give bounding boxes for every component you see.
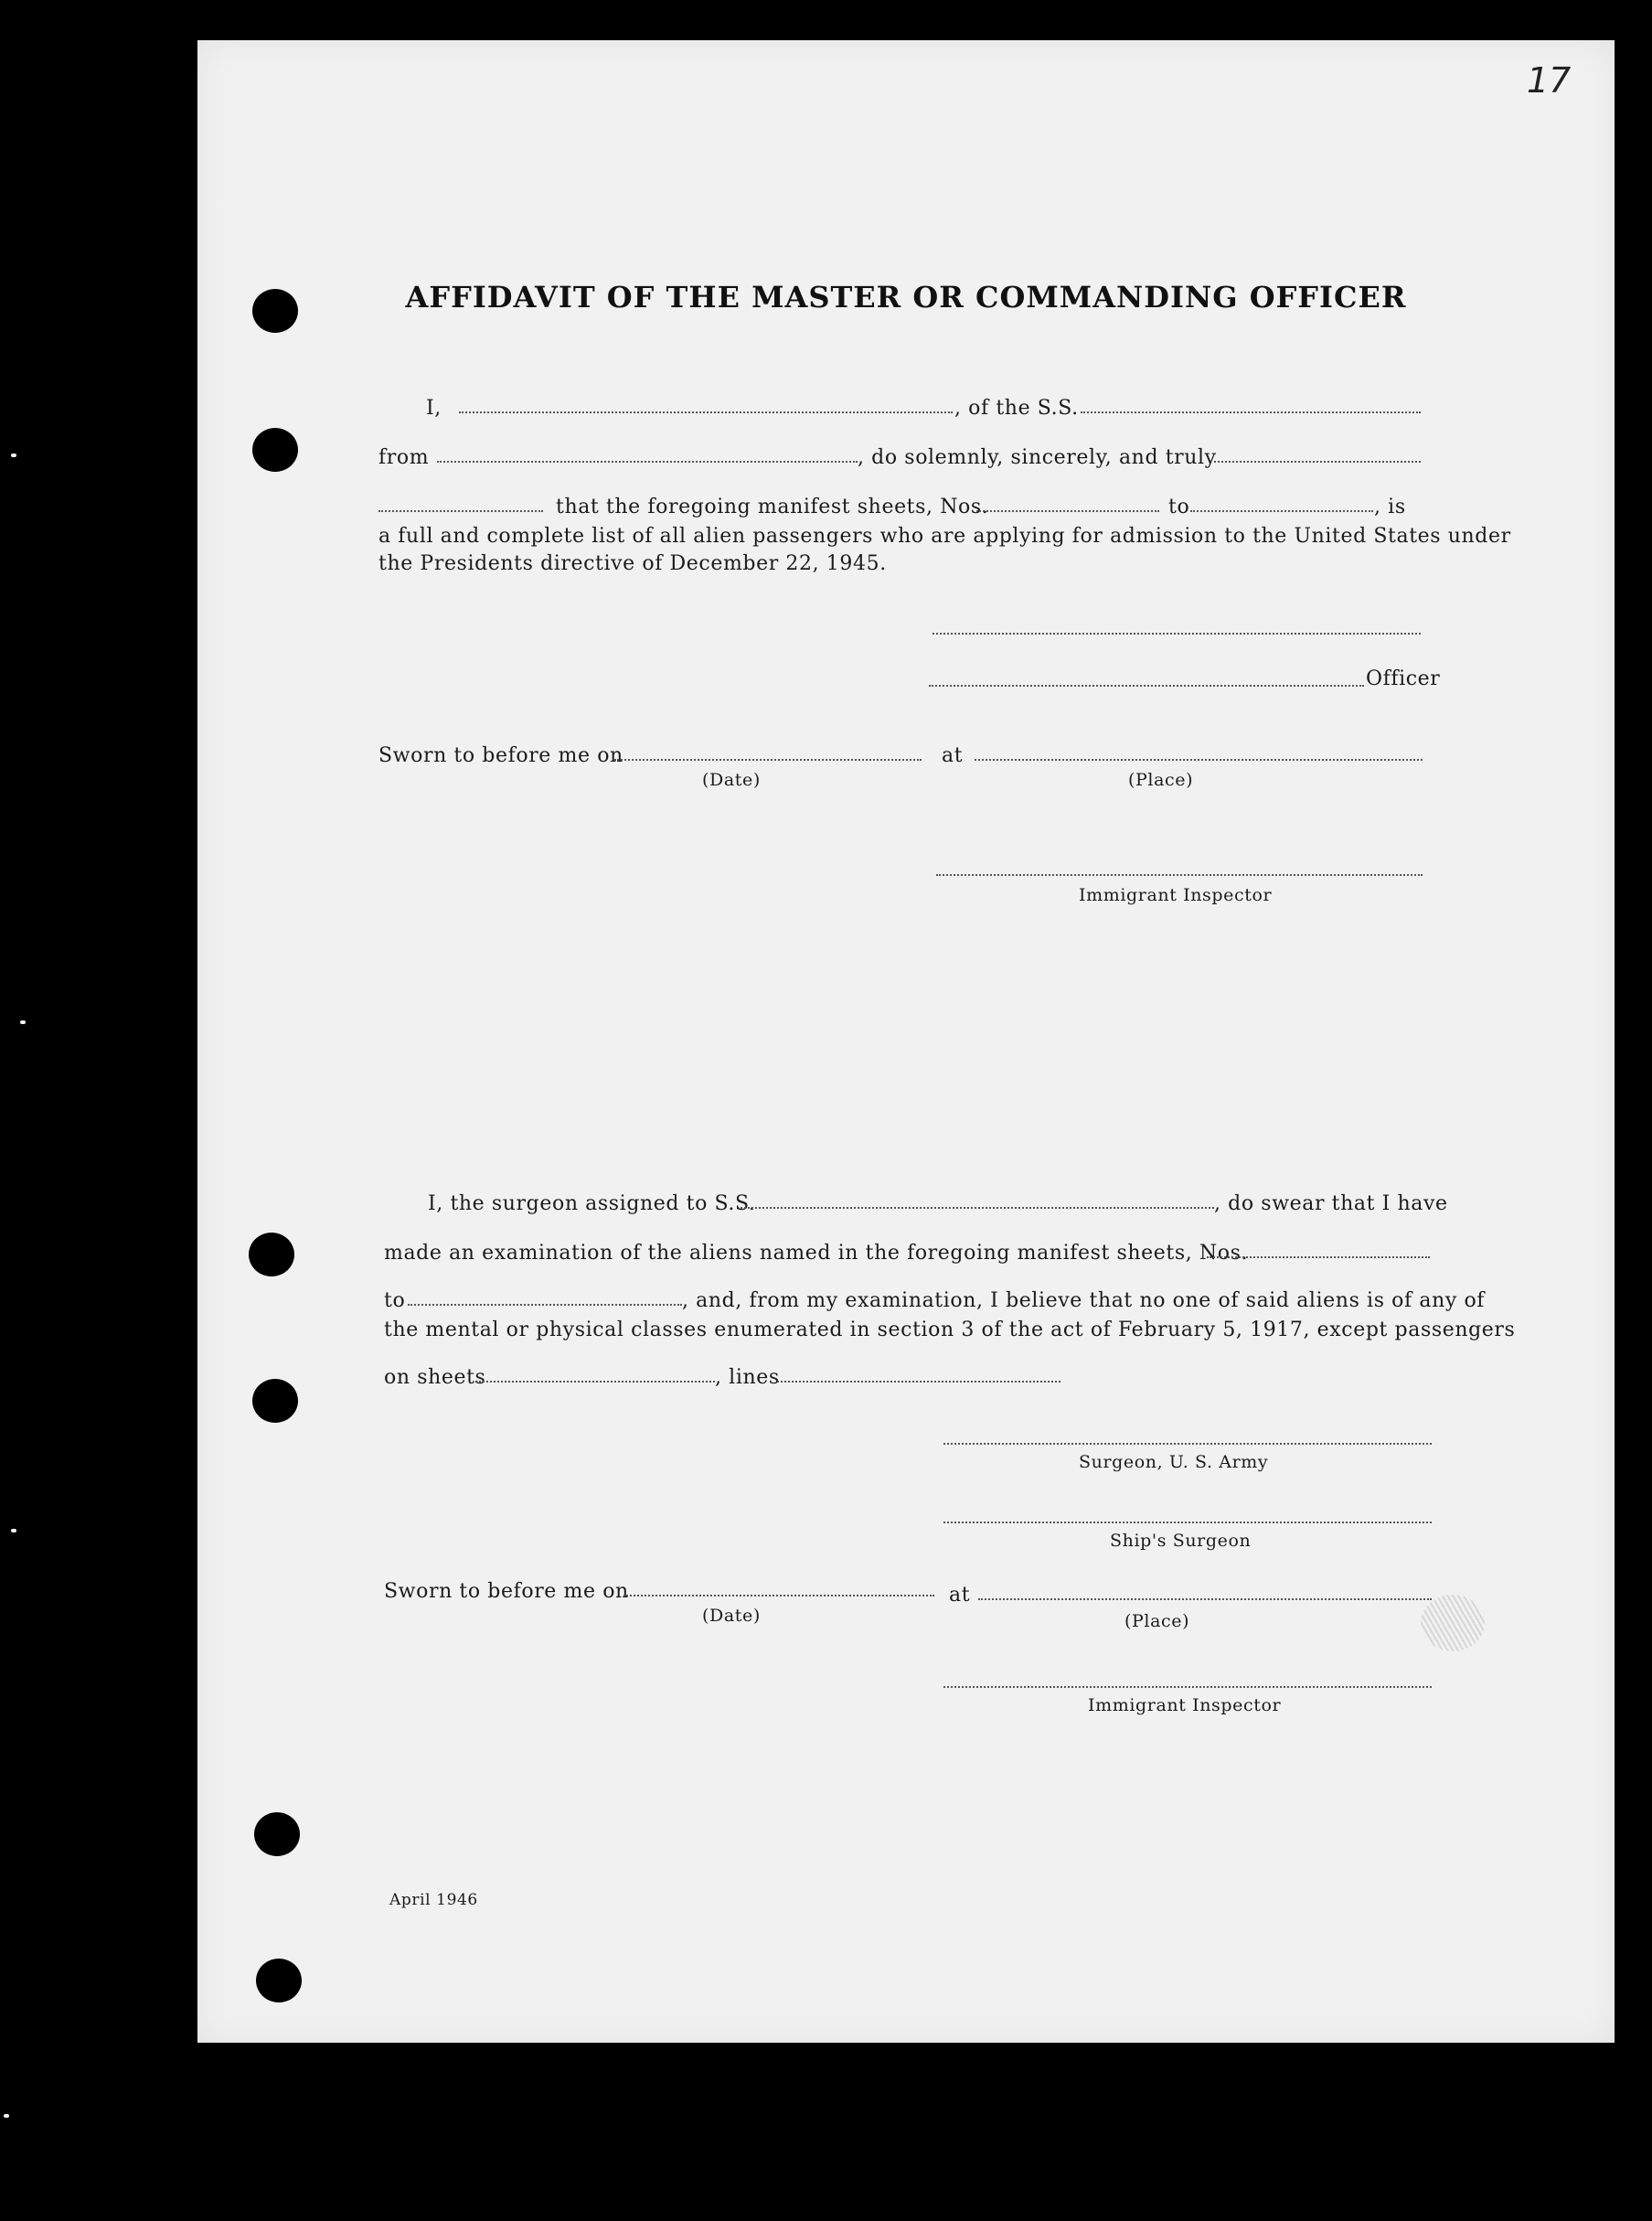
text-do-solemnly: , do solemnly, sincerely, and truly bbox=[858, 446, 1217, 469]
text-surgeon-at: at bbox=[949, 1584, 971, 1607]
text-is: , is bbox=[1374, 496, 1406, 518]
margin-speck bbox=[4, 2114, 9, 2118]
blank-nos-from[interactable] bbox=[976, 510, 1159, 512]
label-ships-surgeon: Ship's Surgeon bbox=[1110, 1531, 1252, 1551]
blank-except-sheets[interactable] bbox=[475, 1381, 715, 1383]
text-from: from bbox=[378, 446, 430, 469]
text-surgeon-assigned: I, the surgeon assigned to S.S. bbox=[428, 1192, 756, 1215]
margin-speck bbox=[11, 1529, 16, 1532]
blank-surgeon-sworn-date[interactable] bbox=[623, 1595, 934, 1596]
label-surgeon-place: (Place) bbox=[1124, 1611, 1190, 1631]
text-to: to bbox=[1168, 496, 1190, 518]
faded-stamp-mark bbox=[1421, 1595, 1485, 1651]
margin-speck bbox=[20, 1020, 26, 1024]
blank-surgeon-sworn-place[interactable] bbox=[978, 1598, 1432, 1600]
margin-speck bbox=[11, 454, 16, 457]
binder-hole bbox=[249, 1233, 294, 1276]
binder-hole bbox=[254, 1812, 300, 1856]
blank-exam-to[interactable] bbox=[408, 1304, 682, 1306]
label-immigrant-inspector: Immigrant Inspector bbox=[1079, 885, 1273, 905]
text-do-swear: , do swear that I have bbox=[1214, 1192, 1448, 1215]
blank-signature[interactable] bbox=[933, 633, 1421, 635]
text-from-my-examination: , and, from my examination, I believe that no one of said aliens is of any of bbox=[682, 1289, 1486, 1312]
affidavit-form-page bbox=[197, 40, 1615, 2043]
text-full-complete-list: a full and complete list of all alien passengers who are applying for admission to the United States under bbox=[378, 525, 1511, 548]
blank-declare[interactable] bbox=[378, 510, 543, 512]
text-mental-physical: the mental or physical classes enumerated in section 3 of the act of February 5, 1917, except passengers bbox=[384, 1319, 1516, 1341]
margin-speck bbox=[230, 130, 236, 133]
blank-swear-affirm[interactable] bbox=[1214, 461, 1421, 463]
text-surgeon-to: to bbox=[384, 1289, 406, 1312]
label-place: (Place) bbox=[1128, 770, 1194, 790]
blank-sworn-date[interactable] bbox=[614, 759, 922, 761]
form-title: AFFIDAVIT OF THE MASTER OR COMMANDING OFFICER bbox=[405, 280, 1407, 315]
blank-inspector-signature[interactable] bbox=[936, 874, 1423, 876]
blank-surgeon-inspector-signature[interactable] bbox=[943, 1686, 1432, 1688]
text-presidents-directive: the Presidents directive of December 22, 1945. bbox=[378, 552, 887, 575]
blank-master-name[interactable] bbox=[459, 411, 953, 413]
label-surgeon-date: (Date) bbox=[702, 1606, 761, 1626]
blank-ships-surgeon-signature[interactable] bbox=[943, 1522, 1432, 1523]
label-date: (Date) bbox=[702, 770, 761, 790]
label-surgeon-us-army: Surgeon, U. S. Army bbox=[1079, 1452, 1269, 1472]
blank-surgeon-ship[interactable] bbox=[741, 1207, 1214, 1209]
text-sworn-before: Sworn to before me on bbox=[378, 744, 623, 767]
page-number: 17 bbox=[1527, 60, 1572, 101]
text-i: I, bbox=[426, 397, 442, 420]
blank-army-surgeon-signature[interactable] bbox=[943, 1443, 1432, 1445]
blank-sworn-place[interactable] bbox=[975, 759, 1423, 761]
text-officer: Officer bbox=[1366, 667, 1441, 690]
margin-speck bbox=[216, 203, 221, 207]
blank-from-port[interactable] bbox=[437, 461, 858, 463]
text-lines: , lines bbox=[715, 1366, 780, 1389]
blank-nos-to[interactable] bbox=[1190, 510, 1373, 512]
binder-hole bbox=[256, 1959, 302, 2002]
label-surgeon-immigrant-inspector: Immigrant Inspector bbox=[1088, 1695, 1282, 1715]
margin-speck bbox=[227, 108, 232, 112]
blank-exam-nos[interactable] bbox=[1207, 1256, 1430, 1258]
binder-hole bbox=[252, 289, 298, 333]
binder-hole bbox=[252, 1379, 298, 1423]
text-surgeon-sworn-before: Sworn to before me on bbox=[384, 1580, 629, 1603]
binder-hole bbox=[252, 428, 298, 472]
text-at: at bbox=[942, 744, 964, 767]
text-made-examination: made an examination of the aliens named in the foregoing manifest sheets, Nos. bbox=[384, 1242, 1249, 1265]
text-foregoing-manifest: that the foregoing manifest sheets, Nos. bbox=[556, 496, 989, 518]
text-of-the-ss: , of the S.S. bbox=[954, 397, 1079, 420]
blank-ship-name[interactable] bbox=[1081, 411, 1421, 413]
blank-except-lines[interactable] bbox=[777, 1381, 1060, 1383]
text-on-sheets: on sheets bbox=[384, 1366, 486, 1389]
blank-officer-title[interactable] bbox=[929, 685, 1364, 687]
form-date-footer: April 1946 bbox=[389, 1891, 478, 1909]
